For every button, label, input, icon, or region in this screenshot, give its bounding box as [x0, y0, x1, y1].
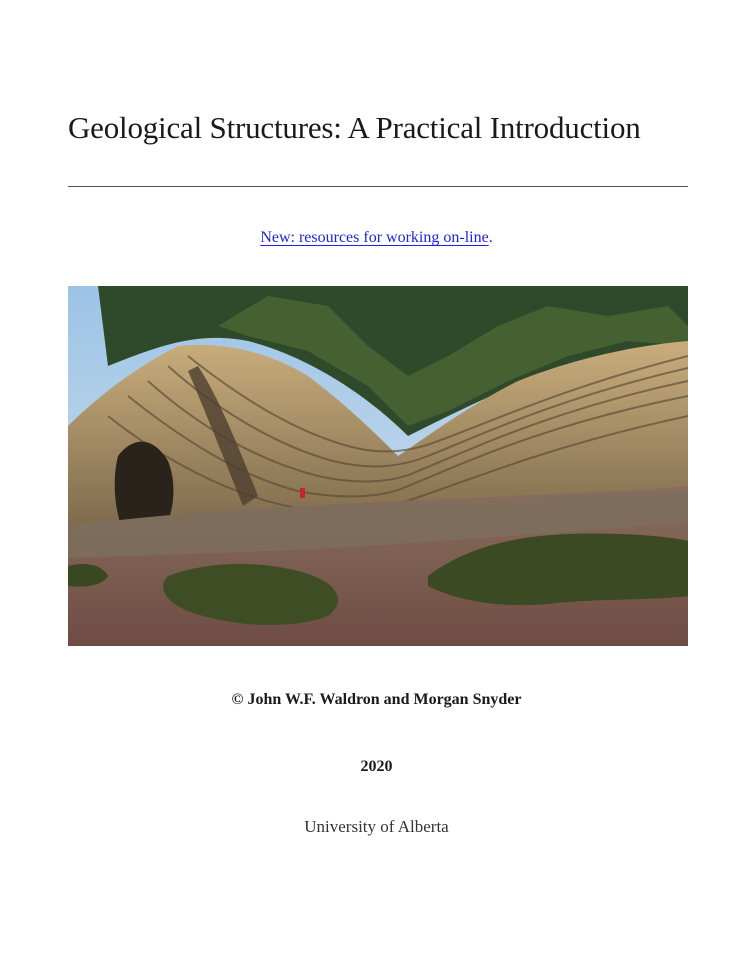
copyright-line: © John W.F. Waldron and Morgan Snyder	[231, 691, 522, 708]
person-figure	[300, 488, 305, 498]
cover-photo	[68, 286, 688, 646]
title-divider	[68, 186, 688, 187]
institution-name: University of Alberta	[304, 817, 449, 836]
publication-year: 2020	[360, 758, 393, 775]
new-resources-line	[0, 228, 753, 248]
new-resources-link[interactable]: New: resources for working on-line	[260, 229, 489, 246]
page-title: Geological Structures: A Practical Introduction	[68, 110, 641, 145]
link-trailing-period: .	[488, 229, 493, 246]
